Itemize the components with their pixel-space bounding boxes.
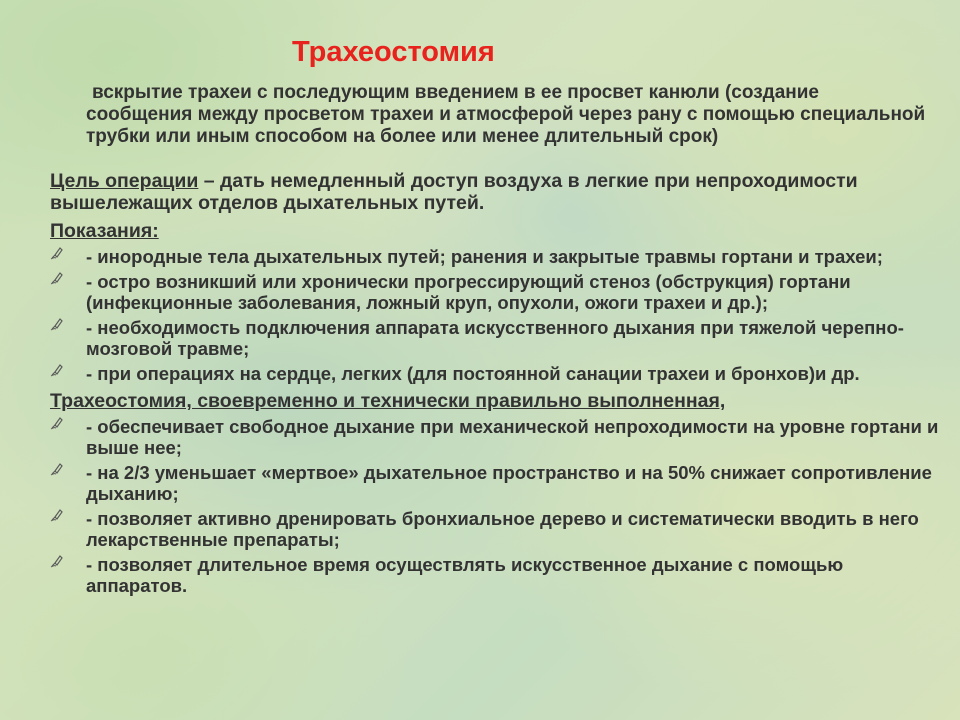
hand-writing-icon — [50, 317, 64, 331]
indications-heading — [50, 220, 940, 242]
list-item — [50, 271, 940, 313]
hand-writing-icon — [50, 508, 64, 522]
hand-writing-icon — [50, 246, 64, 260]
list-item — [50, 554, 940, 596]
indication-text: - инородные тела дыхательных путей; ранения и закрытые травмы гортани и трахеи; — [86, 246, 883, 267]
hand-writing-icon — [50, 416, 64, 430]
hand-writing-icon — [50, 554, 64, 568]
goal-label: Цель операции — [50, 170, 199, 192]
benefits-list — [50, 416, 940, 596]
list-item — [50, 246, 940, 267]
list-item — [50, 462, 940, 504]
indication-text: - необходимость подключения аппарата искусственного дыхания при тяжелой черепно-мозговой травме; — [86, 317, 904, 359]
indication-text: - при операциях на сердце, легких (для постоянной санации трахеи и бронхов)и др. — [86, 363, 860, 384]
hand-writing-icon — [50, 462, 64, 476]
list-item — [50, 363, 940, 384]
benefits-heading — [50, 390, 940, 412]
slide-title: Трахеостомия — [292, 36, 495, 68]
benefit-text: - позволяет активно дренировать бронхиальное дерево и систематически вводить в него лекарственные препараты; — [86, 508, 919, 550]
hand-writing-icon — [50, 271, 64, 285]
slide-content — [50, 170, 940, 602]
benefit-text: - позволяет длительное время осуществлять искусственное дыхание с помощью аппаратов. — [86, 554, 844, 596]
indication-text: - остро возникший или хронически прогрессирующий стеноз (обструкция) гортани (инфекционные заболевания, ложный круп, опухоли, ожоги трахеи и др.); — [86, 271, 851, 313]
goal-text: – дать немедленный доступ воздуха в легкие при непроходимости вышележащих отделов дыхательных путей. — [50, 170, 858, 214]
goal-paragraph — [50, 170, 940, 214]
benefit-text: - обеспечивает свободное дыхание при механической непроходимости на уровне гортани и выше нее; — [86, 416, 939, 458]
benefit-text: - на 2/3 уменьшает «мертвое» дыхательное пространство и на 50% снижает сопротивление дыханию; — [86, 462, 932, 504]
indications-list — [50, 246, 940, 384]
indications-label: Показания: — [50, 220, 159, 242]
list-item — [50, 416, 940, 458]
benefits-label: Трахеостомия, своевременно и технически правильно выполненная, — [50, 390, 726, 412]
list-item — [50, 508, 940, 550]
definition-text: вскрытие трахеи с последующим введением в ее просвет канюли (создание сообщения между просветом трахеи и атмосферой через рану с помощью специальной трубки или иным способом на более или менее длительный срок) — [86, 82, 926, 147]
list-item — [50, 317, 940, 359]
hand-writing-icon — [50, 363, 64, 377]
